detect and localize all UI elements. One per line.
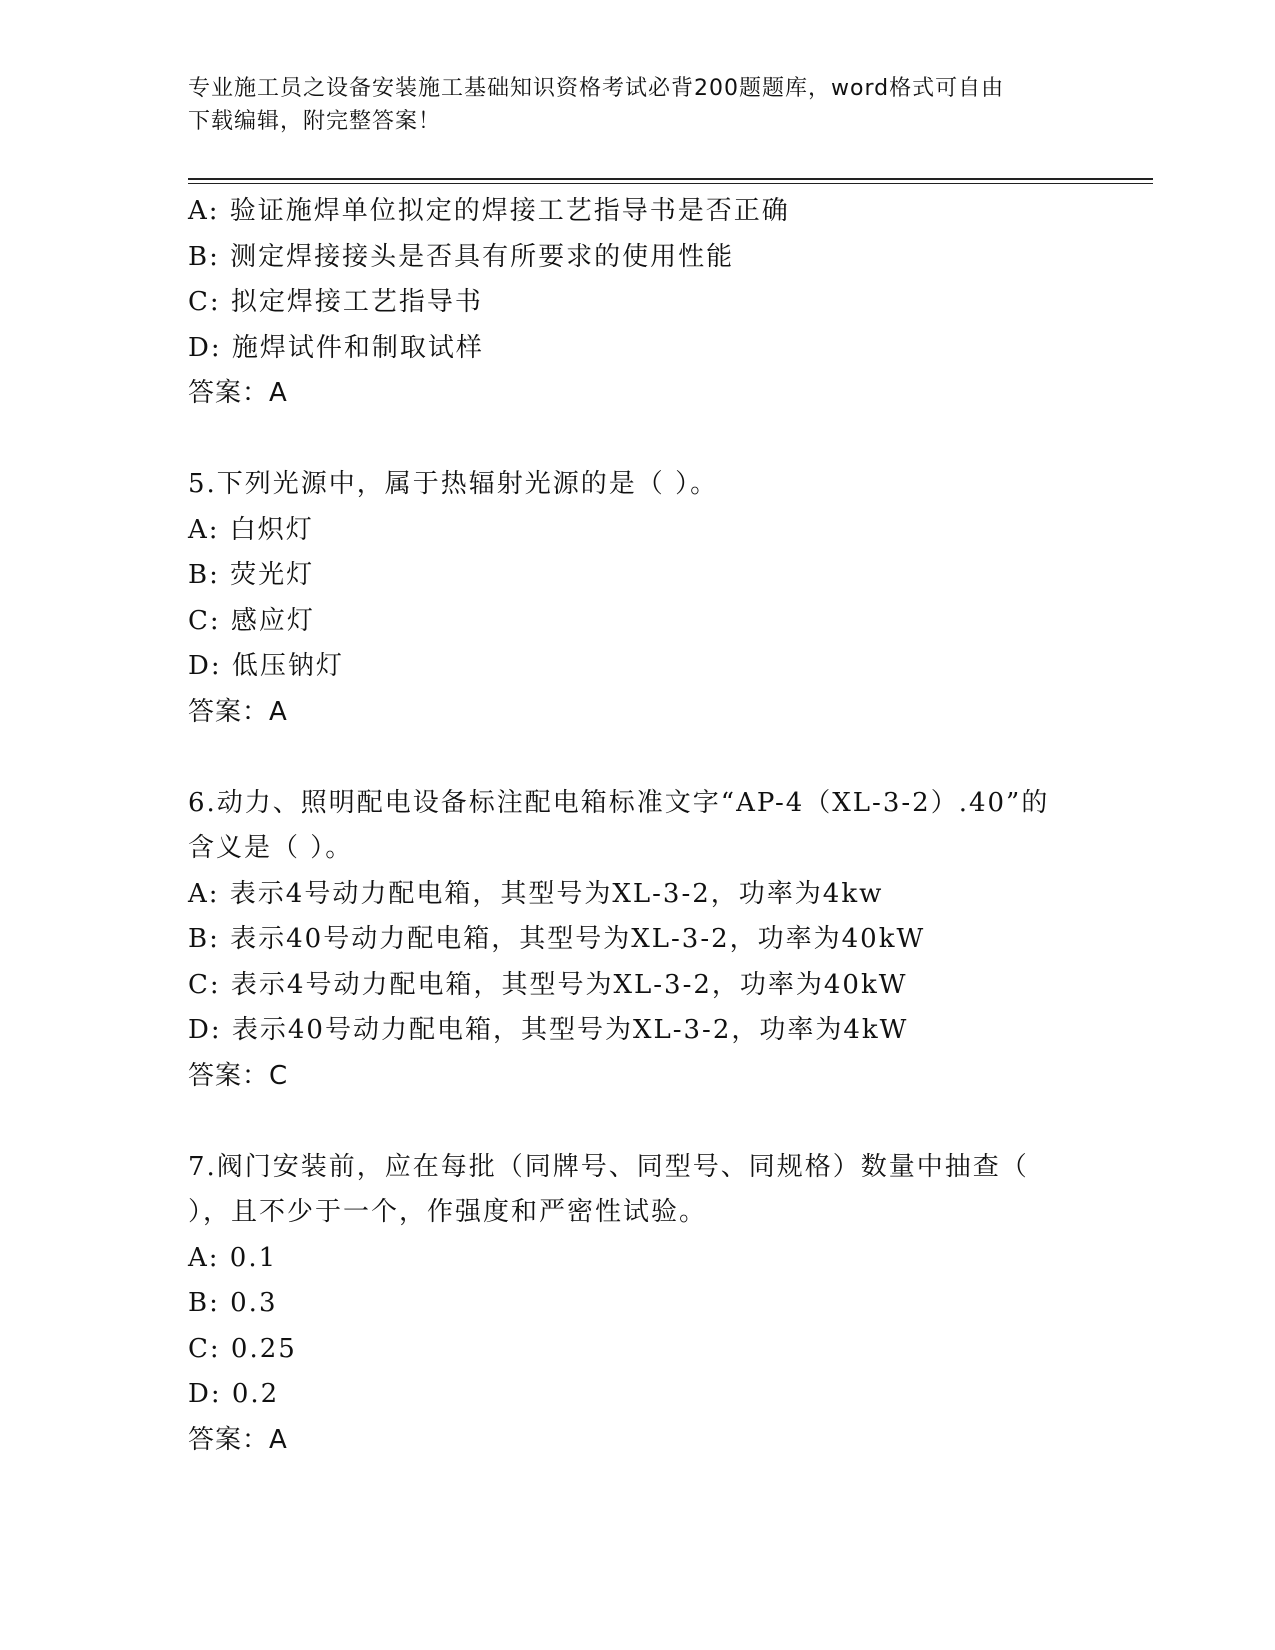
question-6 (188, 781, 1088, 1100)
question-title-line-2: ），且不少于一个，作强度和严密性试验。 (188, 1197, 708, 1227)
option-a: A: 表示4号动力配电箱，其型号为XL-3-2，功率为4kw (188, 878, 884, 909)
question-title: 5.下列光源中，属于热辐射光源的是（ ）。 (188, 469, 719, 499)
question-title-line-2: 含义是（ ）。 (188, 833, 354, 863)
document-header (188, 72, 1068, 138)
answer: 答案：A (188, 1424, 288, 1455)
spacer (188, 735, 1088, 781)
answer: 答案：A (188, 378, 288, 408)
option-a: A: 白炽灯 (188, 514, 314, 545)
question-7 (188, 1145, 1088, 1464)
question-4 (188, 189, 1088, 417)
spacer (188, 417, 1088, 463)
spacer (188, 1099, 1088, 1145)
option-b: B: 荧光灯 (188, 560, 315, 590)
option-a: A: 验证施焊单位拟定的焊接工艺指导书是否正确 (188, 196, 790, 226)
option-b: B: 0.3 (188, 1288, 278, 1318)
option-d: D: 施焊试件和制取试样 (188, 332, 484, 363)
option-c: C: 拟定焊接工艺指导书 (188, 287, 483, 317)
question-list (188, 189, 1088, 1463)
header-rule-thick (188, 178, 1153, 180)
header-line-2: 下载编辑，附完整答案！ (188, 109, 442, 134)
question-5 (188, 462, 1088, 735)
option-c: C: 0.25 (188, 1333, 297, 1364)
answer: 答案：C (188, 1060, 289, 1091)
option-b: B: 测定焊接接头是否具有所要求的使用性能 (188, 241, 735, 272)
option-d: D: 表示40号动力配电箱，其型号为XL-3-2，功率为4kW (188, 1015, 909, 1045)
question-title-line-1: 7.阀门安装前，应在每批（同牌号、同型号、同规格）数量中抽查（ (188, 1151, 1029, 1182)
option-b: B: 表示40号动力配电箱，其型号为XL-3-2，功率为40kW (188, 924, 926, 954)
option-a: A: 0.1 (188, 1242, 278, 1273)
option-d: D: 低压钠灯 (188, 651, 344, 681)
option-c: C: 表示4号动力配电箱，其型号为XL-3-2，功率为40kW (188, 969, 908, 1000)
header-line-1: 专业施工员之设备安装施工基础知识资格考试必背200题题库，word格式可自由 (188, 76, 1005, 101)
question-title-line-1: 6.动力、照明配电设备标注配电箱标准文字“AP-4（XL-3-2）.40”的 (188, 787, 1050, 818)
header-rule-thin (188, 183, 1153, 184)
answer: 答案：A (188, 696, 288, 727)
option-c: C: 感应灯 (188, 605, 315, 636)
option-d: D: 0.2 (188, 1379, 280, 1409)
